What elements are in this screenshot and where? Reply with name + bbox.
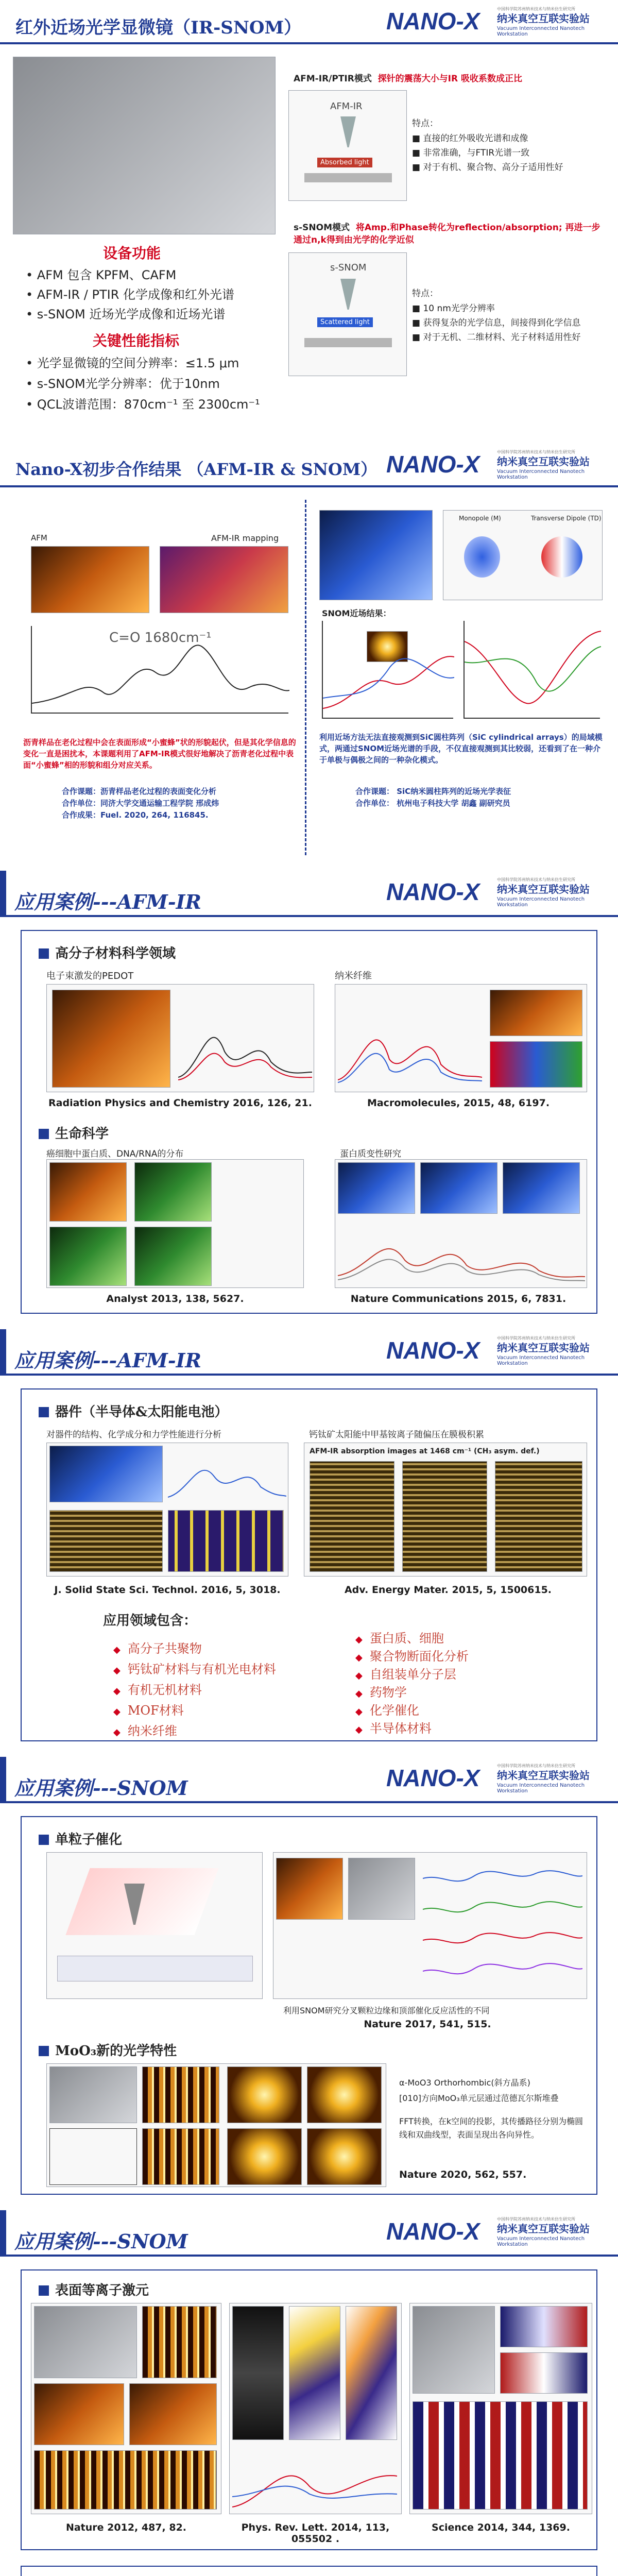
- column-divider: [305, 500, 306, 855]
- section-title: 应用案例---SNOM: [14, 1776, 188, 1800]
- moo3-fft-1: [227, 2066, 302, 2123]
- section-band: [0, 871, 618, 917]
- logo-zh: 纳米真空互联实验站: [497, 12, 590, 25]
- snom-spectrum-right: [464, 621, 600, 719]
- spectrum-lines: [465, 621, 601, 719]
- nanox-logo: [386, 1764, 603, 1795]
- prl-map-3: [346, 2306, 397, 2440]
- catalysis-results: [273, 1852, 587, 1999]
- case-frame: [21, 2566, 597, 2576]
- plasmon-figure-2: [229, 2303, 402, 2514]
- field-item: ◆ 高分子共聚物: [113, 1638, 202, 1656]
- page-title: 红外近场光学显微镜（IR-SNOM）: [15, 18, 302, 38]
- band-accent: [0, 1757, 6, 1803]
- subsection-title: 器件（半导体&太阳能电池）: [39, 1401, 228, 1420]
- logo-en: Vacuum Interconnected Nanotech Workstation: [497, 2236, 585, 2247]
- spec-title: 关键性能指标: [93, 332, 180, 349]
- feat-item: ■ 获得复杂的光学信息，间接得到化学信息: [412, 318, 581, 328]
- prl-map-1: [232, 2306, 284, 2440]
- cell-protein: [134, 1162, 212, 1222]
- field-item: ◆ 化学催化: [355, 1700, 419, 1718]
- subsection-title: MoO₃新的光学特性: [39, 2040, 177, 2059]
- spec-item: • QCL波谱范围：870cm⁻¹ 至 2300cm⁻¹: [26, 397, 260, 412]
- section-afm-ir-cases-1: [0, 871, 618, 1329]
- cell-afm: [49, 1162, 127, 1222]
- peak-label: C=O 1680cm⁻¹: [109, 630, 212, 646]
- afm-ir-header: AFM-IR/PTIR模式 探针的震荡大小与IR 吸收系数成正比: [294, 74, 523, 84]
- nanofiber-label: 纳米纤维: [335, 971, 372, 981]
- feat-item: ■ 10 nm光学分辨率: [412, 303, 495, 314]
- section-band: [0, 1329, 618, 1376]
- citation: Science 2014, 344, 1369.: [432, 2522, 570, 2533]
- nanox-logo: [386, 1336, 603, 1367]
- prl-spectrum: [232, 2445, 397, 2512]
- nanox-logo: [386, 450, 603, 481]
- device-map-2: [168, 1510, 284, 1572]
- snom-tag: s-SNOM: [330, 262, 367, 273]
- afm-ir-feat-title: 特点：: [412, 118, 438, 129]
- moo3-desc-2: [010]方向MoO₃单元层通过范德瓦尔斯堆叠: [399, 2093, 559, 2103]
- spectrum-lines: [323, 621, 454, 719]
- plasmon-map-1: [142, 2306, 217, 2378]
- logo-org: 中国科学院苏州纳米技术与纳米仿生研究所: [497, 1336, 575, 1341]
- afm-ir-map: [160, 546, 288, 613]
- citation: Analyst 2013, 138, 5627.: [106, 1293, 244, 1304]
- func-item: • s-SNOM 近场光学成像和近场光谱: [26, 307, 226, 321]
- logo-zh: 纳米真空互联实验站: [497, 1342, 590, 1354]
- snom-header: s-SNOM模式 将Amp.和Phase转化为reflection/absorption; 再进一步通过n,k得到由光学的化学近似: [294, 223, 600, 245]
- moo3-near-field-2: [142, 2128, 219, 2185]
- section-equipment: [0, 0, 618, 443]
- logo-zh: 纳米真空互联实验站: [497, 883, 590, 895]
- moo3-figure: [46, 2063, 386, 2187]
- device-map-1: [49, 1510, 163, 1572]
- afm-image: [31, 546, 149, 613]
- func-list: [26, 265, 234, 324]
- nanox-logo: [386, 2217, 603, 2248]
- logo-en: Vacuum Interconnected Nanotech Workstation: [497, 1355, 585, 1366]
- moo3-fft-2: [307, 2066, 382, 2123]
- logo-zh: 纳米真空互联实验站: [497, 2223, 590, 2235]
- logo-text: NANO-X: [386, 878, 480, 905]
- citation: Nature 2012, 487, 82.: [65, 2522, 187, 2533]
- citation: J. Solid State Sci. Technol. 2016, 5, 3018.: [54, 1584, 281, 1596]
- catalysis-spectra: [423, 1858, 582, 1992]
- nanox-logo: [386, 878, 603, 909]
- perovskite-label: 钙钛矿太阳能中甲基铵离子随偏压在膜极积累: [309, 1430, 484, 1440]
- section-title: Nano-X初步合作结果 （AFM-IR & SNOM）: [15, 460, 377, 479]
- field-item: ◆ MOF材料: [113, 1700, 184, 1718]
- afm-ir-feats: [412, 131, 563, 175]
- logo-zh: 纳米真空互联实验站: [497, 1769, 590, 1782]
- subsection-title: 生命科学: [39, 1123, 109, 1142]
- perov-map-2: [402, 1461, 487, 1572]
- left-coop-3: 合作成果：Fuel. 2020, 264, 116845.: [62, 810, 209, 820]
- logo-en: Vacuum Interconnected Nanotech Workstation: [497, 26, 585, 37]
- absmap-label: AFM-IR absorption images at 1468 cm⁻¹ (CH₃ asym. def.): [310, 1447, 540, 1455]
- section-title: 应用案例---AFM-IR: [14, 1349, 201, 1372]
- field-item: ◆ 聚合物断面化分析: [355, 1646, 469, 1664]
- perov-map-1: [310, 1461, 394, 1572]
- cell-ratio: [134, 1227, 212, 1286]
- section-title: 应用案例---SNOM: [14, 2230, 188, 2253]
- moo3-desc-3: FFT转换，在k空间的投影，其传播路径分别为椭圆线和双曲线型，表面呈现出各向异性。: [399, 2116, 583, 2140]
- logo-text: NANO-X: [386, 1337, 480, 1364]
- catalysis-desc: 利用SNOM研究分叉颗粒边缘和顶部催化反应活性的不同: [283, 2006, 490, 2015]
- mapping-label: AFM-IR mapping: [211, 533, 279, 543]
- plasmon-map-4: [34, 2450, 217, 2510]
- snom-feats: [412, 301, 580, 345]
- prl-map-2: [289, 2306, 340, 2440]
- section-header: [0, 0, 618, 44]
- transverse-dipole-label: Transverse Dipole (TD): [531, 515, 602, 522]
- protein-label: 蛋白质变性研究: [340, 1149, 401, 1159]
- pedot-afm: [52, 990, 170, 1088]
- subsection-title: 单粒子催化: [39, 1829, 122, 1848]
- spec-list: [26, 353, 260, 415]
- logo-en: Vacuum Interconnected Nanotech Workstation: [497, 896, 585, 908]
- snom-feat-title: 特点：: [412, 289, 438, 299]
- particle-afm: [276, 1858, 343, 1920]
- left-desc: 沥青样品在老化过程中会在表面形成“小蜜蜂”状的形貌起伏，但是其化学信息的变化一直是困扰本，本课题利用了AFM-IR模式很好地解决了沥青老化过程中表面“小蜜蜂”相的形貌和组分对应关系。: [23, 738, 296, 770]
- absorbed-light-label: Absorbed light: [317, 158, 372, 167]
- moo3-plot: [49, 2128, 137, 2185]
- field-item: ◆ 蛋白质、细胞: [355, 1628, 444, 1646]
- protein-afm-2: [420, 1162, 497, 1214]
- cell-dna: [49, 1227, 127, 1286]
- field-item: ◆ 自组装单分子层: [355, 1664, 456, 1682]
- plasmon-figure-3: [409, 2303, 592, 2514]
- mode-schematic: [443, 510, 603, 600]
- right-desc: 利用近场方法无法直接观测到SiC圆柱阵列（SiC cylindrical arrays）的局域模式，两通过SNOM近场光谱的手段，不仅直接观测到其比较弱，还看到了在一种介于单极与偶极之间的一种杂化模式。: [319, 733, 603, 765]
- section-title: 应用案例---AFM-IR: [14, 890, 201, 913]
- device-cross-section: [49, 1446, 163, 1502]
- nanofiber-spectrum: [338, 987, 482, 1090]
- graphene-map-3: [413, 2401, 588, 2510]
- nanofiber-map: [490, 990, 582, 1036]
- pedot-label: 电子束激发的PEDOT: [46, 971, 134, 981]
- citation: Nature Communications 2015, 6, 7831.: [350, 1293, 566, 1304]
- ir-spectrum-chart: [31, 626, 288, 714]
- subsection-title: 表面等离子激元: [39, 2280, 149, 2299]
- feat-item: ■ 非常准确，与FTIR光谱一致: [412, 148, 530, 158]
- subsection-title: 高分子材料科学领域: [39, 943, 176, 962]
- logo-en: Vacuum Interconnected Nanotech Workstation: [497, 469, 585, 480]
- section-afm-ir-cases-2: [0, 1329, 618, 1757]
- logo-org: 中国科学院苏州纳米技术与纳米仿生研究所: [497, 1764, 575, 1768]
- instrument-photo: [13, 57, 276, 234]
- citation: Nature 2017, 541, 515.: [364, 2019, 491, 2030]
- catalysis-schematic: [46, 1852, 263, 1999]
- citation: Nature 2020, 562, 557.: [399, 2169, 527, 2180]
- device-spectrum: [168, 1446, 286, 1502]
- pedot-figure: [46, 984, 314, 1092]
- afm-ir-tag: AFM-IR: [330, 101, 363, 112]
- spec-item: • 光学显微镜的空间分辨率：≤1.5 μm: [26, 356, 239, 370]
- pedot-spectrum: [178, 990, 312, 1088]
- graphene-schematic: [413, 2306, 495, 2394]
- citation: Radiation Physics and Chemistry 2016, 126, 21.: [48, 1097, 312, 1109]
- sic-array-image: [319, 510, 433, 600]
- logo-text: NANO-X: [386, 451, 480, 478]
- logo-en: Vacuum Interconnected Nanotech Workstation: [497, 1783, 585, 1794]
- snom-spectrum-left: [322, 621, 453, 719]
- field-item: ◆ 有机无机材料: [113, 1680, 202, 1698]
- section-cooperation: [0, 443, 618, 871]
- field-item: ◆ 钙钛矿材料与有机光电材料: [113, 1659, 276, 1677]
- section-snom-cases-2: [0, 2210, 618, 2576]
- moo3-schematic: [49, 2066, 137, 2123]
- field-item: ◆ 药物学: [355, 1682, 407, 1700]
- feat-item: ■ 对于有机、聚合物、高分子适用性好: [412, 162, 563, 173]
- nanox-logo: [386, 7, 603, 38]
- logo-text: NANO-X: [386, 1765, 480, 1791]
- spec-item: • s-SNOM光学分辨率：优于10nm: [26, 377, 220, 391]
- plasmon-schematic: [34, 2306, 137, 2378]
- moo3-desc-1: α-MoO3 Orthorhombic(斜方晶系): [399, 2078, 530, 2088]
- fields-title: 应用领域包含：: [103, 1613, 197, 1629]
- device-figure: [46, 1443, 288, 1577]
- left-coop-1: 合作课题：沥青样品老化过程的表面变化分析: [62, 787, 217, 796]
- protein-spectra: [338, 1219, 585, 1286]
- plasmon-map-2: [34, 2383, 124, 2445]
- afm-label: AFM: [31, 533, 47, 543]
- section-band: [0, 1757, 618, 1803]
- logo-org: 中国科学院苏州纳米技术与纳米仿生研究所: [497, 877, 575, 882]
- citation: Macromolecules, 2015, 48, 6197.: [367, 1097, 550, 1109]
- plasmon-map-3: [129, 2383, 217, 2445]
- moo3-fft-3: [227, 2128, 302, 2185]
- dna-label: 癌细胞中蛋白质、DNA/RNA的分布: [46, 1149, 184, 1159]
- struct-label: 对器件的结构、化学成分和力学性能进行分析: [46, 1430, 221, 1440]
- func-item: • AFM-IR / PTIR 化学成像和红外光谱: [26, 287, 234, 302]
- graphene-map-1: [500, 2306, 588, 2347]
- logo-text: NANO-X: [386, 8, 480, 35]
- logo-org: 中国科学院苏州纳米技术与纳米仿生研究所: [497, 7, 575, 11]
- logo-text: NANO-X: [386, 2218, 480, 2245]
- func-item: • AFM 包含 KPFM、CAFM: [26, 268, 177, 282]
- section-band: [0, 2210, 618, 2257]
- nanofiber-figure: [335, 984, 587, 1092]
- monopole-label: Monopole (M): [459, 515, 501, 522]
- logo-zh: 纳米真空互联实验站: [497, 455, 590, 468]
- particle-snom: [348, 1858, 415, 1920]
- protein-afm-1: [338, 1162, 415, 1214]
- graphene-map-2: [500, 2352, 588, 2394]
- cell-figure: [46, 1159, 304, 1288]
- left-coop-2: 合作单位：同济大学交通运输工程学院 邢成炜: [62, 799, 219, 808]
- perovskite-figure: [304, 1443, 587, 1577]
- logo-org: 中国科学院苏州纳米技术与纳米仿生研究所: [497, 450, 575, 454]
- moo3-fft-4: [307, 2128, 382, 2185]
- afm-ir-schematic: [288, 90, 407, 201]
- protein-figure: [335, 1159, 587, 1288]
- right-coop-1: 合作课题： SiC纳米圆柱阵列的近场光学表征: [355, 787, 511, 796]
- feat-item: ■ 对于无机、二维材料、光子材料适用性好: [412, 332, 581, 343]
- band-accent: [0, 2210, 6, 2257]
- plasmon-figure-1: [31, 2303, 221, 2514]
- section-header: [0, 443, 618, 487]
- snom-schematic: [288, 252, 407, 376]
- protein-afm-3: [503, 1162, 580, 1214]
- right-coop-2: 合作单位： 杭州电子科技大学 胡鑫 副研究员: [355, 799, 510, 808]
- logo-org: 中国科学院苏州纳米技术与纳米仿生研究所: [497, 2217, 575, 2222]
- feat-item: ■ 直接的红外吸收光谱和成像: [412, 133, 528, 144]
- nanofiber-map-2: [490, 1041, 582, 1088]
- citation: Adv. Energy Mater. 2015, 5, 1500615.: [344, 1584, 552, 1596]
- section-snom-cases-1: [0, 1757, 618, 2210]
- band-accent: [0, 1329, 6, 1376]
- func-title: 设备功能: [103, 245, 161, 262]
- moo3-near-field-1: [142, 2066, 219, 2123]
- field-item: ◆ 纳米纤维: [113, 1721, 177, 1739]
- snom-result-label: SNOM近场结果：: [322, 608, 391, 618]
- citation: Phys. Rev. Lett. 2014, 113, 055502 .: [241, 2522, 390, 2545]
- band-accent: [0, 871, 6, 917]
- perov-map-3: [495, 1461, 582, 1572]
- field-item: ◆ 半导体材料: [355, 1718, 432, 1736]
- scattered-light-label: Scattered light: [317, 317, 373, 327]
